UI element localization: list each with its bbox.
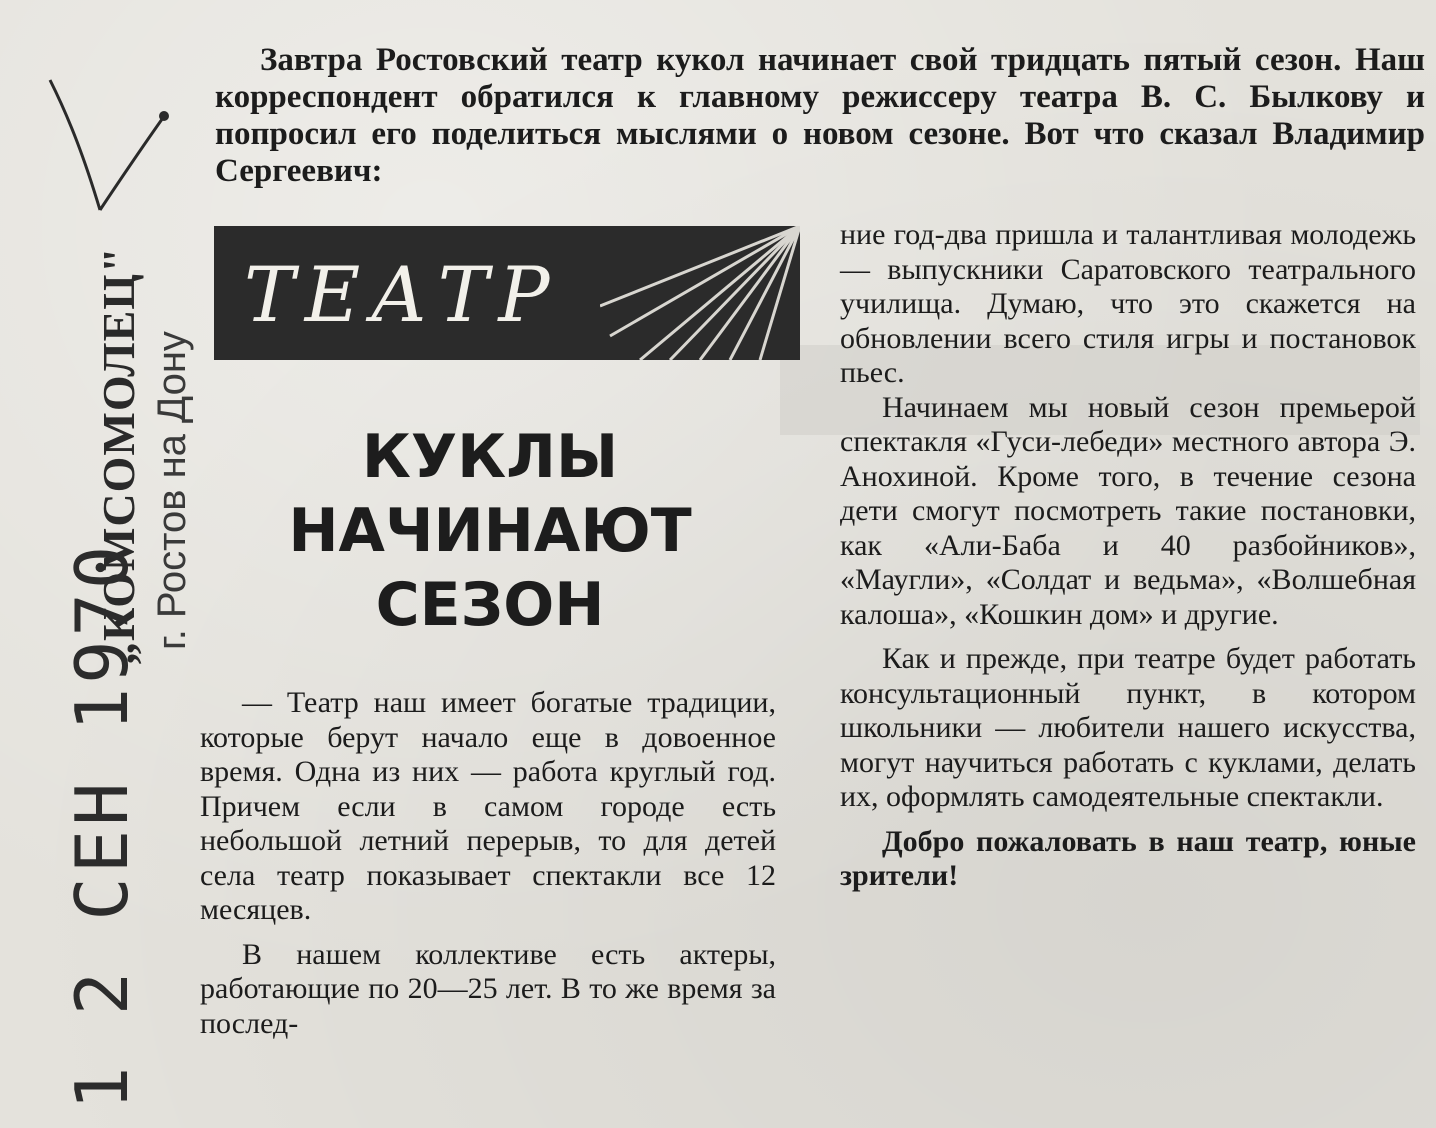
paragraph: В нашем коллективе есть актеры, работающие по 20—25 лет. В то же время за послед-	[200, 937, 776, 1040]
margin-annotations	[0, 0, 200, 1128]
closing-line: Добро пожаловать в наш театр, юные зрители!	[840, 824, 1416, 892]
headline-line-2: НАЧИНАЮТ	[288, 496, 692, 566]
city-label: г. Ростов на Дону	[150, 331, 194, 650]
article-lead: Завтра Ростовский театр кукол начинает свой тридцать пятый сезон. Наш корреспондент обратился к главному режиссеру театра В. С. Былкову и попросил его поделиться мыслями о новом сезоне. Вот что сказал Владимир Сергеевич:	[215, 42, 1425, 189]
date-stamp: 1 2 СЕН 1970	[60, 541, 144, 1110]
rubric-banner	[214, 226, 800, 360]
paragraph: Начинаем мы новый сезон премьерой спектакля «Гуси-лебеди» местного автора Э. Анохиной. Кроме того, в течение сезона дети смогут посмотреть такие постановки, как «Али-Баба и 40 разбойников», «Маугли», «Солдат и ведьма», «Волшебная калоша», «Кошкин дом» и другие.	[840, 390, 1416, 631]
rubric-title: ТЕАТР	[244, 250, 560, 339]
article-column-2	[840, 218, 1416, 894]
article-headline	[230, 420, 750, 642]
newspaper-name: „КОМСОМОЛЕЦ"	[93, 246, 144, 665]
headline-line-1: КУКЛЫ	[361, 422, 619, 492]
headline-line-3: СЕЗОН	[375, 570, 605, 640]
curtain-ornament-icon	[600, 226, 800, 360]
article-column-1	[200, 686, 776, 1041]
paragraph: — Театр наш имеет богатые традиции, которые берут начало еще в довоенное время. Одна из них — работа круглый год. Причем если в самом городе есть небольшой летний перерыв, то для детей села театр показывает спектакли все 12 месяцев.	[200, 686, 776, 926]
handwritten-check-mark	[40, 40, 190, 220]
paragraph: Как и прежде, при театре будет работать консультационный пункт, в котором школьники — любители нашего искусства, могут научиться работать с куклами, делать их, оформлять самодеятельные спектакли.	[840, 642, 1416, 813]
paragraph: ние год-два пришла и талантливая молодежь — выпускники Саратовского театрального училища. Думаю, что это скажется на обновлении всего стиля игры и постановок пьес.	[840, 218, 1416, 389]
